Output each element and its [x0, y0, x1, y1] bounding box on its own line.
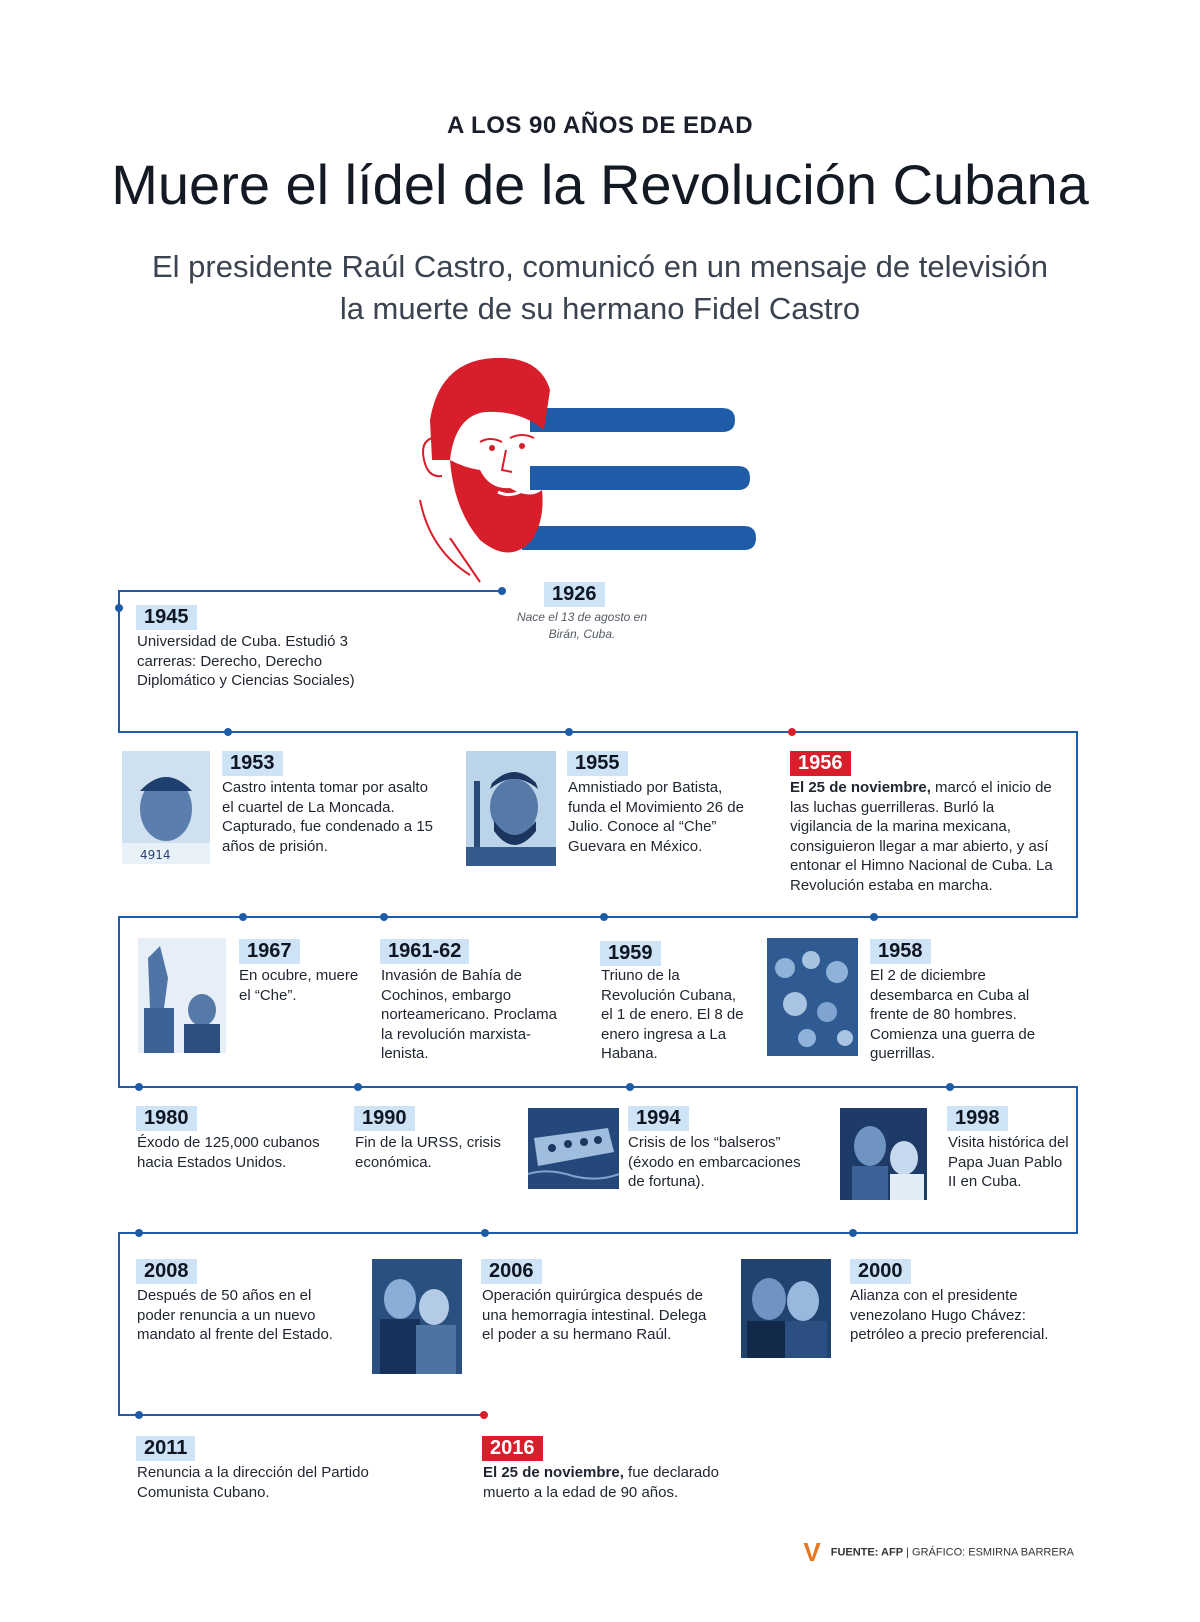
credit-label: GRÁFICO: ESMIRNA BARRERA [912, 1546, 1074, 1559]
year-1953: 1953 [222, 751, 283, 776]
year-1990: 1990 [354, 1106, 415, 1131]
timeline-line [118, 916, 120, 1088]
event-1994-text: Crisis de los “balseros” (éxodo en embarcaciones de fortuna). [628, 1134, 801, 1190]
timeline-dot [115, 604, 123, 612]
timeline-line [1076, 1086, 1078, 1234]
event-1990-text: Fin de la URSS, crisis económica. [355, 1134, 501, 1171]
subtitle-line-2: la muerte de su hermano Fidel Castro [339, 291, 861, 326]
year-1945: 1945 [136, 605, 197, 630]
photo-1955 [466, 751, 556, 866]
event-1956-text [790, 778, 1058, 895]
year-1926: 1926 [544, 582, 605, 607]
year-1961-62: 1961-62 [380, 939, 469, 964]
kicker: A LOS 90 AÑOS DE EDAD [446, 112, 754, 139]
event-1945-text: Universidad de Cuba. Estudió 3 carreras: Derecho, Derecho Diplomático y Ciencias Sociales) [137, 633, 355, 689]
event-1958-text: El 2 de diciembre desembarca en Cuba al frente de 80 hombres. Comienza una guerra de guerrillas. [870, 967, 1036, 1062]
photo-1958 [767, 938, 858, 1056]
timeline-line [1076, 731, 1078, 918]
year-1956: 1956 [790, 751, 851, 776]
year-1958: 1958 [870, 939, 931, 964]
timeline-dot [135, 1083, 143, 1091]
year-1967: 1967 [239, 939, 300, 964]
timeline-dot [481, 1229, 489, 1237]
timeline-line [118, 916, 1078, 918]
event-2008-text: Después de 50 años en el poder renuncia a un nuevo mandato al frente del Estado. [137, 1287, 333, 1343]
timeline-dot [600, 913, 608, 921]
timeline-dot [480, 1411, 488, 1419]
timeline-dot [135, 1229, 143, 1237]
event-1956-body: marcó el inicio de las luchas guerrilleras. Burló la vigilancia de la marina mexicana, consiguieron llegar a mar abierto, y así entonar el Himno Nacional de Cuba. La Revolución estaba en marcha. [790, 779, 1053, 894]
timeline-dot [239, 913, 247, 921]
page-title: Muere el lídel de la Revolución Cubana [111, 153, 1089, 216]
timeline-dot [870, 913, 878, 921]
event-1959-text: Triuno de la Revolución Cubana, el 1 de enero. El 8 de enero ingresa a La Habana. [601, 967, 744, 1062]
event-2006-text: Operación quirúrgica después de una hemorragia intestinal. Delega el poder a su hermano Raúl. [482, 1287, 707, 1343]
timeline-line [118, 1086, 1078, 1088]
event-2016-text [483, 1463, 723, 1502]
timeline-line [118, 731, 1078, 733]
event-2016-bold: El 25 de noviembre, [483, 1464, 624, 1481]
year-2016: 2016 [482, 1436, 543, 1461]
timeline-dot [224, 728, 232, 736]
photo-1953 [122, 751, 210, 864]
event-2016-body: fue declarado muerto a la edad de 90 años. [483, 1464, 719, 1501]
year-2011: 2011 [136, 1436, 195, 1461]
photo-1998 [840, 1108, 927, 1200]
timeline-dot [354, 1083, 362, 1091]
timeline-line [118, 1414, 484, 1416]
subtitle [100, 246, 1100, 330]
timeline-line [118, 590, 502, 592]
event-1961-62-text: Invasión de Bahía de Cochinos, embargo norteamericano. Proclama la revolución marxista-lenista. [381, 967, 557, 1062]
timeline-line [118, 1232, 120, 1416]
year-2006: 2006 [481, 1259, 542, 1284]
event-1980-text: Éxodo de 125,000 cubanos hacia Estados Unidos. [137, 1134, 320, 1171]
timeline-dot [626, 1083, 634, 1091]
year-1998: 1998 [947, 1106, 1008, 1131]
footer-credits: VFUENTE: AFP | GRÁFICO: ESMIRNA BARRERA [803, 1537, 1074, 1567]
fidel-flag-illustration [410, 350, 790, 590]
photo-1967 [138, 938, 226, 1053]
event-1956-bold: El 25 de noviembre, [790, 779, 931, 796]
photo-2006 [372, 1259, 462, 1374]
timeline-dot [946, 1083, 954, 1091]
svg-text:4914: 4914 [140, 848, 171, 862]
photo-1994 [528, 1108, 619, 1189]
timeline-line [118, 1232, 1078, 1234]
year-1959: 1959 [600, 941, 661, 966]
timeline-dot [498, 587, 506, 595]
year-2000: 2000 [850, 1259, 911, 1284]
publication-logo: V [803, 1537, 821, 1567]
timeline-dot [788, 728, 796, 736]
event-2000-text: Alianza con el presidente venezolano Hugo Chávez: petróleo a precio preferencial. [850, 1287, 1049, 1343]
photo-2000 [741, 1259, 831, 1358]
timeline-dot [849, 1229, 857, 1237]
event-1998-text: Visita histórica del Papa Juan Pablo II en Cuba. [948, 1134, 1069, 1190]
subtitle-line-1: El presidente Raúl Castro, comunicó en un mensaje de televisión [151, 249, 1049, 284]
year-1955: 1955 [567, 751, 628, 776]
event-1953-text: Castro intenta tomar por asalto el cuartel de La Moncada. Capturado, fue condenado a 15 años de prisión. [222, 779, 434, 855]
event-1955-text: Amnistiado por Batista, funda el Movimiento 26 de Julio. Conoce al “Che” Guevara en México. [568, 779, 744, 855]
timeline-dot [135, 1411, 143, 1419]
timeline-dot [380, 913, 388, 921]
event-2011-text: Renuncia a la dirección del Partido Comunista Cubano. [137, 1464, 369, 1501]
year-2008: 2008 [136, 1259, 197, 1284]
year-1994: 1994 [628, 1106, 689, 1131]
event-1926-text: Nace el 13 de agosto en Birán, Cuba. [516, 610, 648, 641]
event-1967-text: En ocubre, muere el “Che”. [239, 967, 359, 1004]
timeline-dot [565, 728, 573, 736]
source-label: FUENTE: AFP [830, 1546, 904, 1559]
year-1980: 1980 [136, 1106, 197, 1131]
